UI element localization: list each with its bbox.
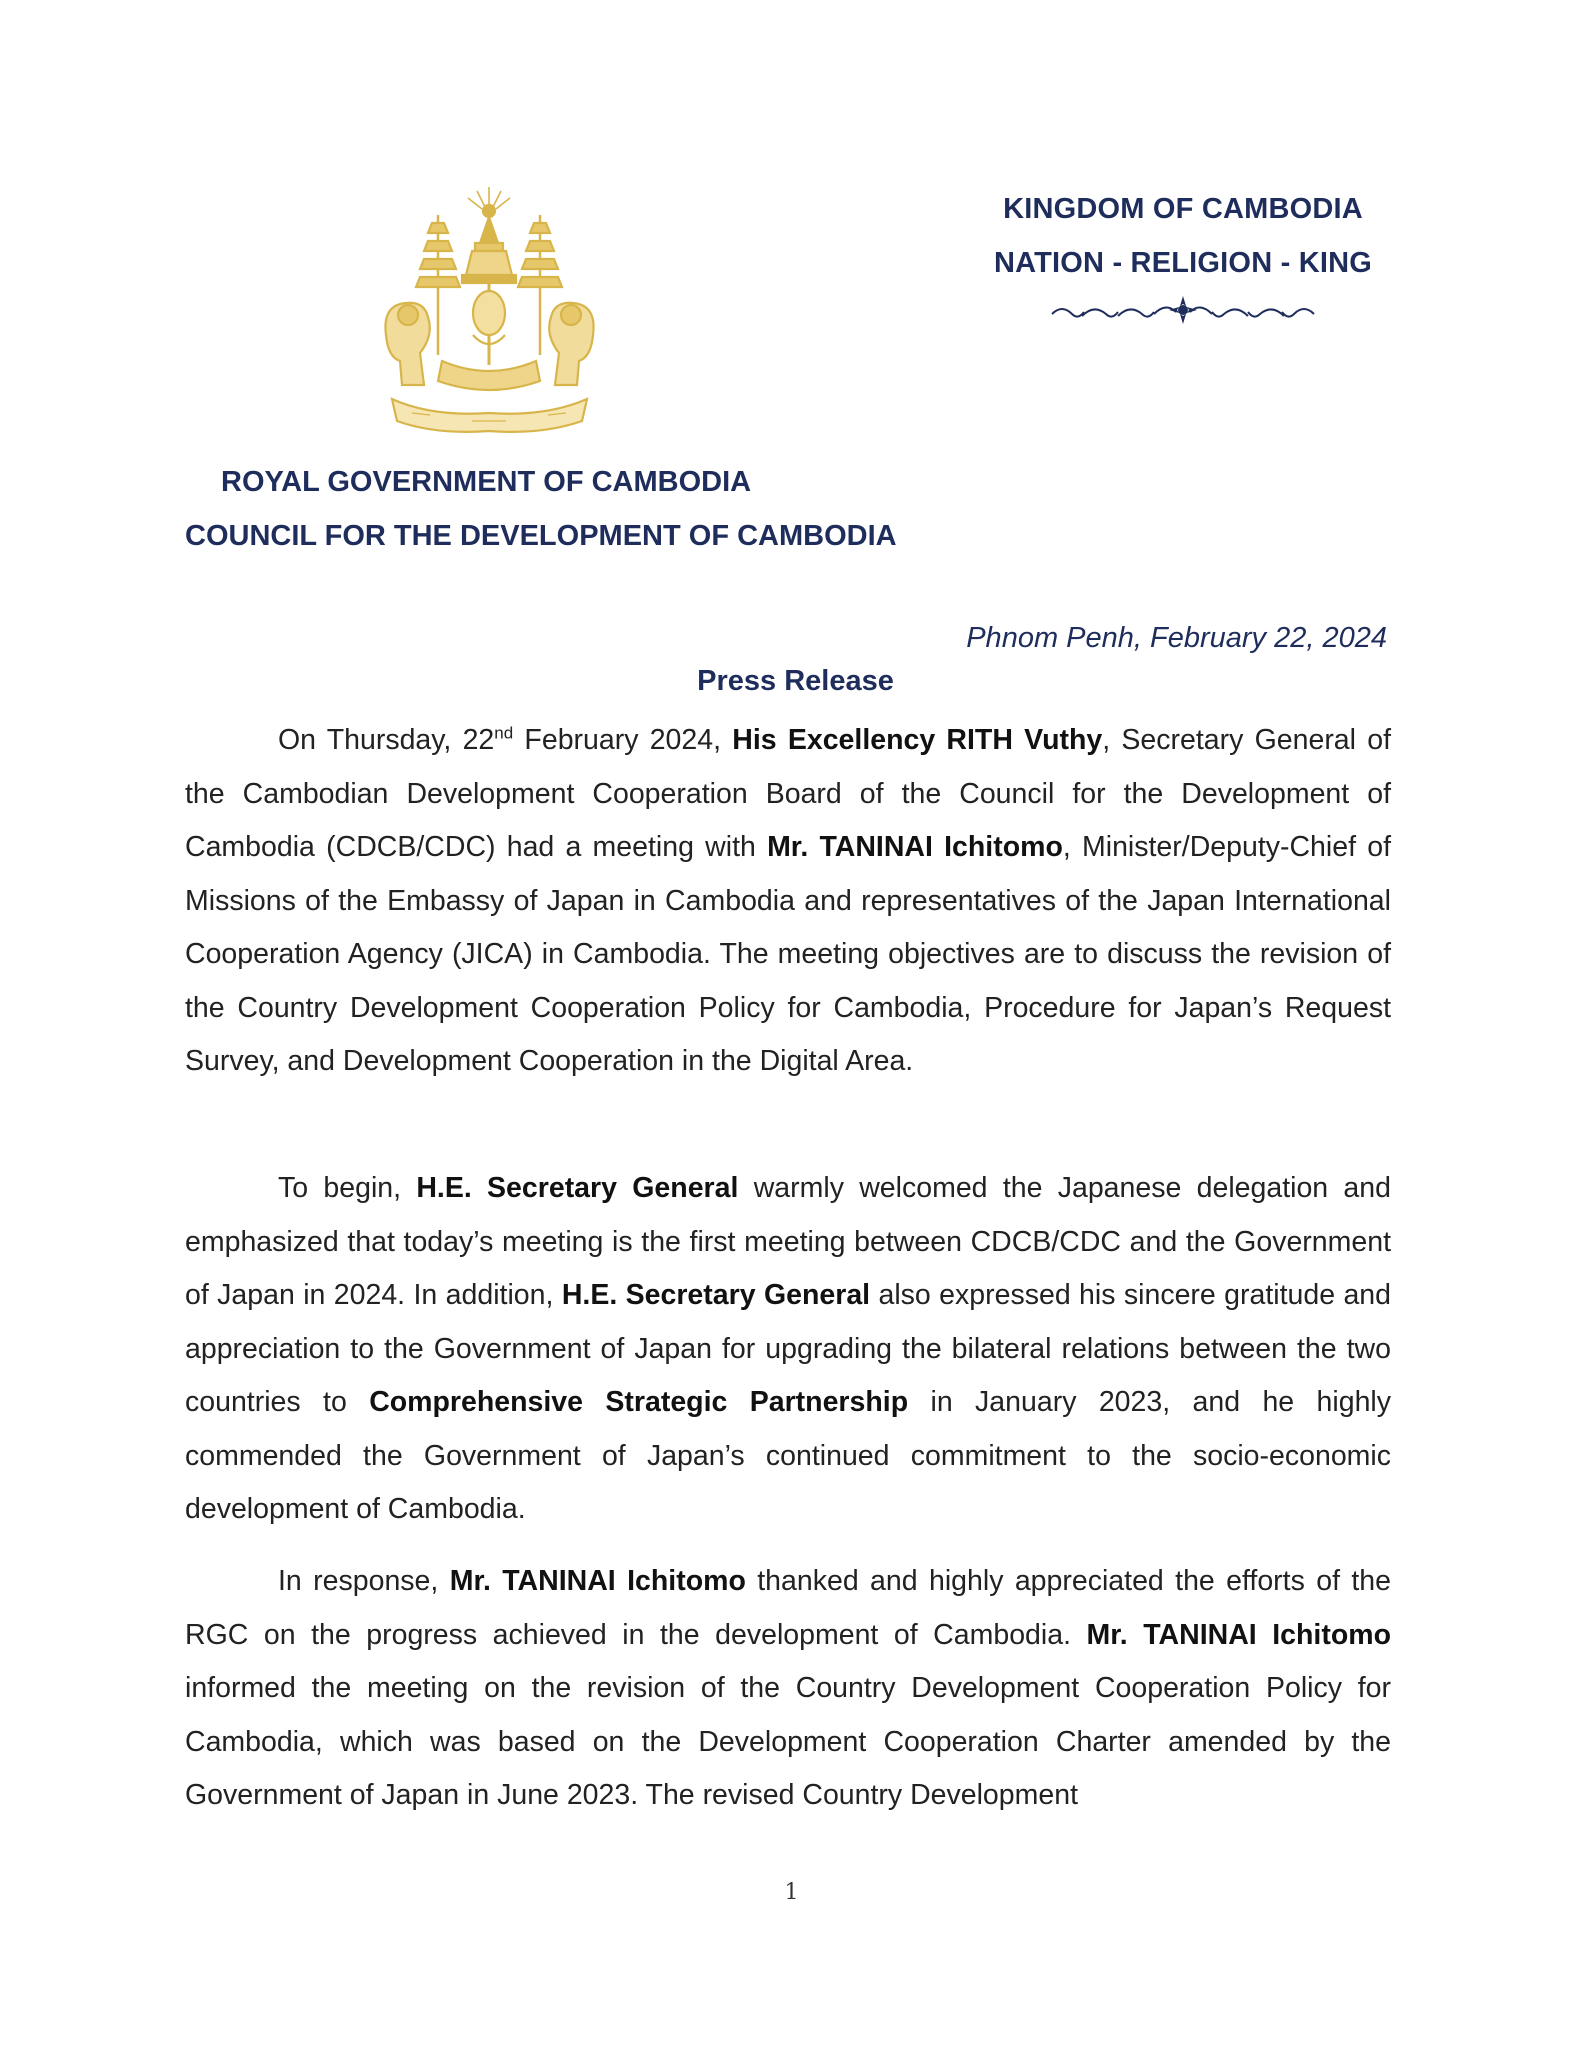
bold-name: H.E. Secretary General [416, 1172, 739, 1204]
text-run: thanked and highly appreciated the efforts of the RGC on the progress achieved in the development of Cambodia. [185, 1565, 1392, 1651]
decorative-divider-icon [1048, 296, 1318, 326]
bold-name: Mr. TANINAI Ichitomo [449, 1565, 746, 1597]
kingdom-header [973, 182, 1393, 326]
bold-name: His Excellency RITH Vuthy [732, 724, 1103, 756]
kingdom-title: KINGDOM OF CAMBODIA [1003, 193, 1363, 225]
government-name: ROYAL GOVERNMENT OF CAMBODIA [221, 466, 752, 498]
text-run: , Minister/Deputy-Chief of Missions of the Embassy of Japan in Cambodia and representatives of the Japan International Cooperation Agency (JICA) in Cambodia. The meeting objectives are to discuss the revision of the Country Development Cooperation Policy for Cambodia, Procedure for Japan’s Request Survey, and Development Cooperation in the Digital Area. [185, 831, 1391, 1077]
ordinal-suffix: nd [494, 723, 514, 743]
paragraph-1 [185, 714, 1391, 1089]
bold-name: H.E. Secretary General [561, 1279, 871, 1311]
page-number: 1 [784, 1880, 799, 1905]
bold-name: Mr. TANINAI Ichitomo [1086, 1618, 1391, 1651]
text-run: To begin, [278, 1172, 417, 1204]
organization-header [185, 455, 985, 563]
paragraph-2 [185, 1162, 1391, 1537]
bold-phrase: Comprehensive Strategic Partnership [369, 1386, 909, 1418]
text-run: in January 2023, and he highly commended the Government of Japan’s continued commitment to the socio-economic development of Cambodia. [185, 1386, 1392, 1525]
text-run: , Secretary General of the Cambodian Development Cooperation Board of the Council for the Development of Cambodia (CDCB/CDC) had a meeting with [185, 724, 1391, 863]
text-run: On Thursday, 22 [278, 724, 495, 756]
royal-coat-of-arms-icon [372, 185, 607, 435]
document-title: Press Release [697, 665, 894, 697]
place-and-date: Phnom Penh, February 22, 2024 [966, 622, 1387, 654]
national-motto: NATION - RELIGION - KING [993, 247, 1373, 279]
paragraph-3 [185, 1555, 1391, 1823]
bold-name: Mr. TANINAI Ichitomo [767, 831, 1063, 863]
text-run: February 2024, [513, 724, 733, 756]
text-run: informed the meeting on the revision of the Country Development Cooperation Policy for Cambodia, which was based on the Development Cooperation Charter amended by the Government of Japan in June 2023. The revised Country Development [185, 1672, 1391, 1811]
text-run: warmly welcomed the Japanese delegation and emphasized that today’s meeting is the first meeting between CDCB/CDC and the Government of Japan in 2024. In addition, [185, 1172, 1391, 1311]
text-run: In response, [278, 1565, 450, 1597]
council-name: COUNCIL FOR THE DEVELOPMENT OF CAMBODIA [185, 520, 897, 552]
text-run: also expressed his sincere gratitude and appreciation to the Government of Japan for upgrading the bilateral relations between the two countries to [185, 1279, 1392, 1418]
